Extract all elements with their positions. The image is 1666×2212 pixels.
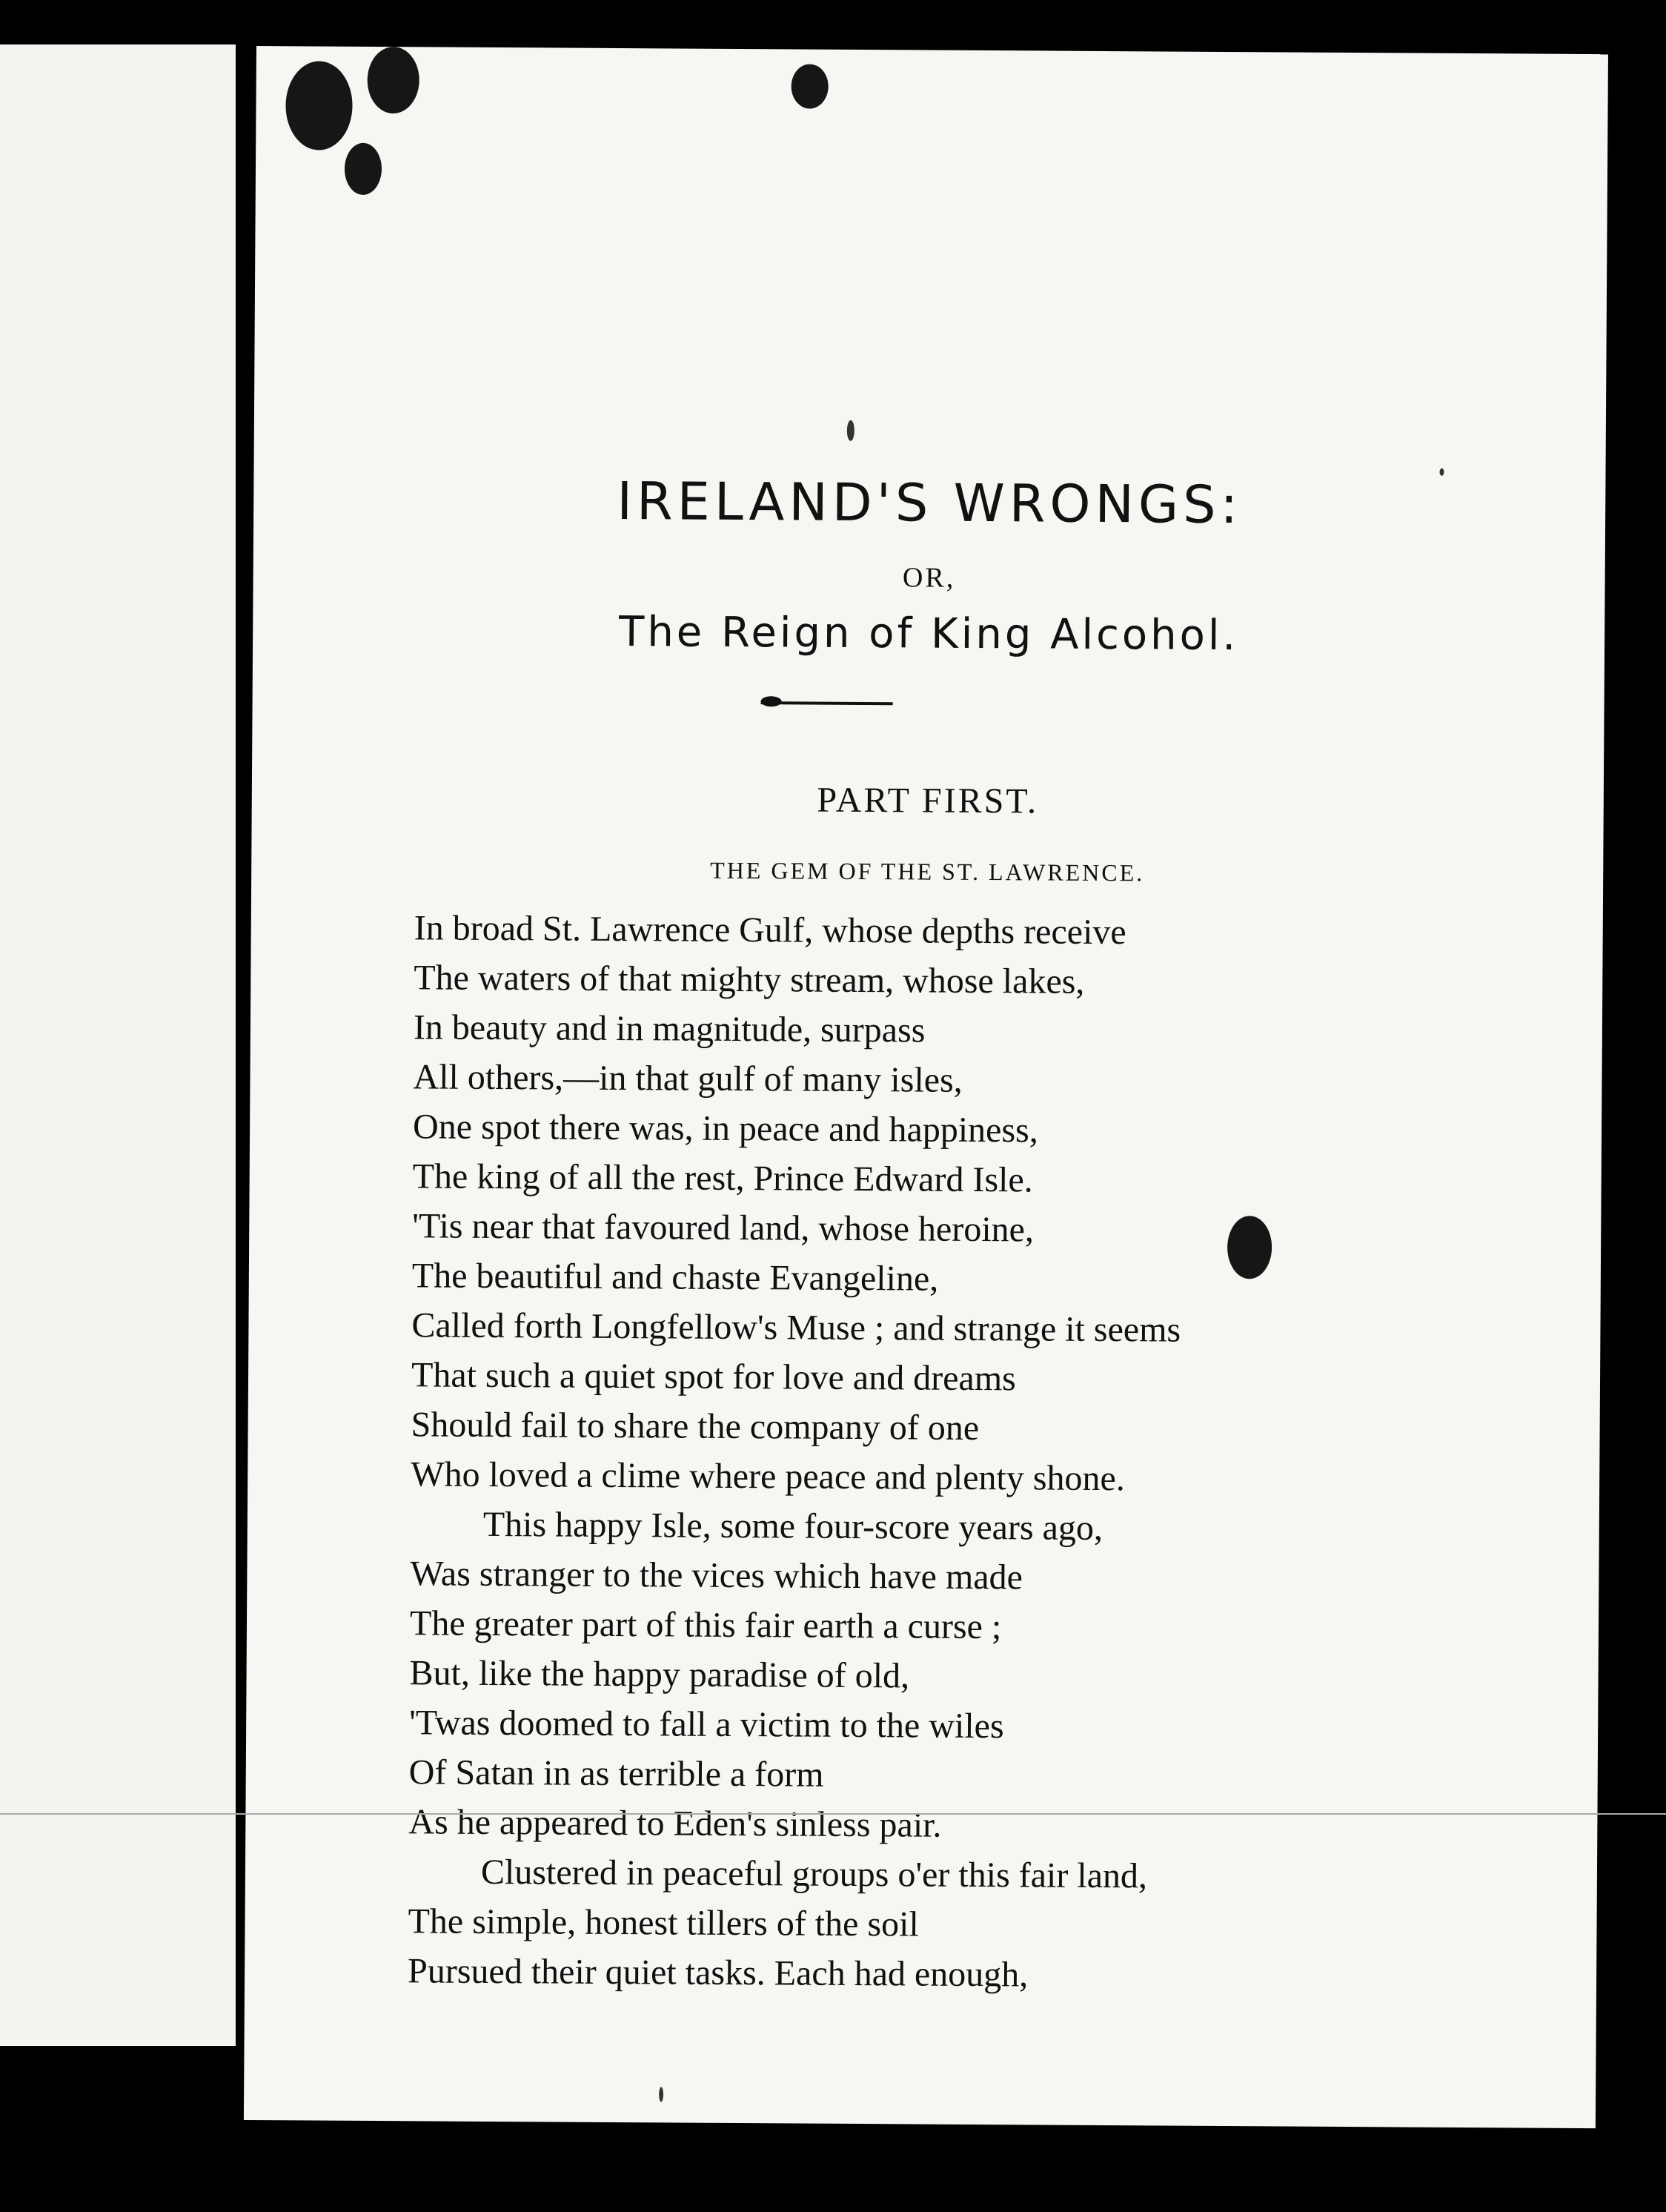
poem-line: That such a quiet spot for love and dreams — [411, 1355, 1016, 1399]
poem-line: Clustered in peaceful groups o'er this fair land, — [480, 1852, 1148, 1896]
poem-line: Pursued their quiet tasks. Each had enough, — [407, 1951, 1029, 1995]
poem-line: The waters of that mighty stream, whose lakes, — [414, 958, 1085, 1001]
speck — [847, 420, 854, 441]
left-page-edge — [0, 44, 236, 2046]
section-heading: THE GEM OF THE ST. LAWRENCE. — [710, 856, 1145, 887]
poem-line: But, like the happy paradise of old, — [409, 1653, 910, 1696]
ink-blot-top-2 — [367, 47, 419, 113]
page-fold-line — [0, 1813, 1666, 1815]
poem-line: The greater part of this fair earth a curse ; — [409, 1603, 1002, 1647]
title-or: OR, — [902, 562, 956, 594]
poem-line: The beautiful and chaste Evangeline, — [411, 1256, 939, 1299]
book-page — [244, 46, 1608, 2128]
poem-line: 'Twas doomed to fall a victim to the wiles — [409, 1703, 1004, 1746]
poem-line: All others,—in that gulf of many isles, — [413, 1057, 963, 1100]
poem-line: The simple, honest tillers of the soil — [408, 1901, 919, 1944]
poem-line: In broad St. Lawrence Gulf, whose depths receive — [414, 908, 1126, 953]
poem-line: As he appeared to Eden's sinless pair. — [408, 1802, 942, 1845]
poem-body — [408, 903, 1526, 2002]
ink-blot-top — [285, 61, 353, 150]
poem-line: Should fail to share the company of one — [411, 1405, 980, 1448]
poem-line: Was stranger to the vices which have made — [410, 1554, 1023, 1597]
speck — [659, 2087, 663, 2102]
poem-line: The king of all the rest, Prince Edward Isle. — [412, 1156, 1033, 1200]
poem-line: This happy Isle, some four-score years ago, — [482, 1504, 1104, 1549]
ornament-rule — [761, 701, 893, 705]
ink-blot-top-4 — [791, 64, 828, 108]
ink-blot-top-3 — [345, 143, 382, 195]
speck — [1439, 468, 1444, 476]
poem-line: In beauty and in magnitude, surpass — [413, 1007, 926, 1050]
poem-line: Of Satan in as terrible a form — [408, 1752, 824, 1795]
page-subtitle: The Reign of King Alcohol. — [618, 608, 1239, 660]
poem-line: Called forth Longfellow's Muse ; and strange it seems — [411, 1305, 1181, 1350]
poem-line: 'Tis near that favoured land, whose heroine, — [412, 1206, 1035, 1250]
part-heading: PART FIRST. — [817, 780, 1039, 821]
poem-line: One spot there was, in peace and happiness, — [412, 1107, 1038, 1150]
page-title: IRELAND'S WRONGS: — [617, 470, 1243, 536]
poem-line: Who loved a clime where peace and plenty shone. — [411, 1454, 1125, 1499]
